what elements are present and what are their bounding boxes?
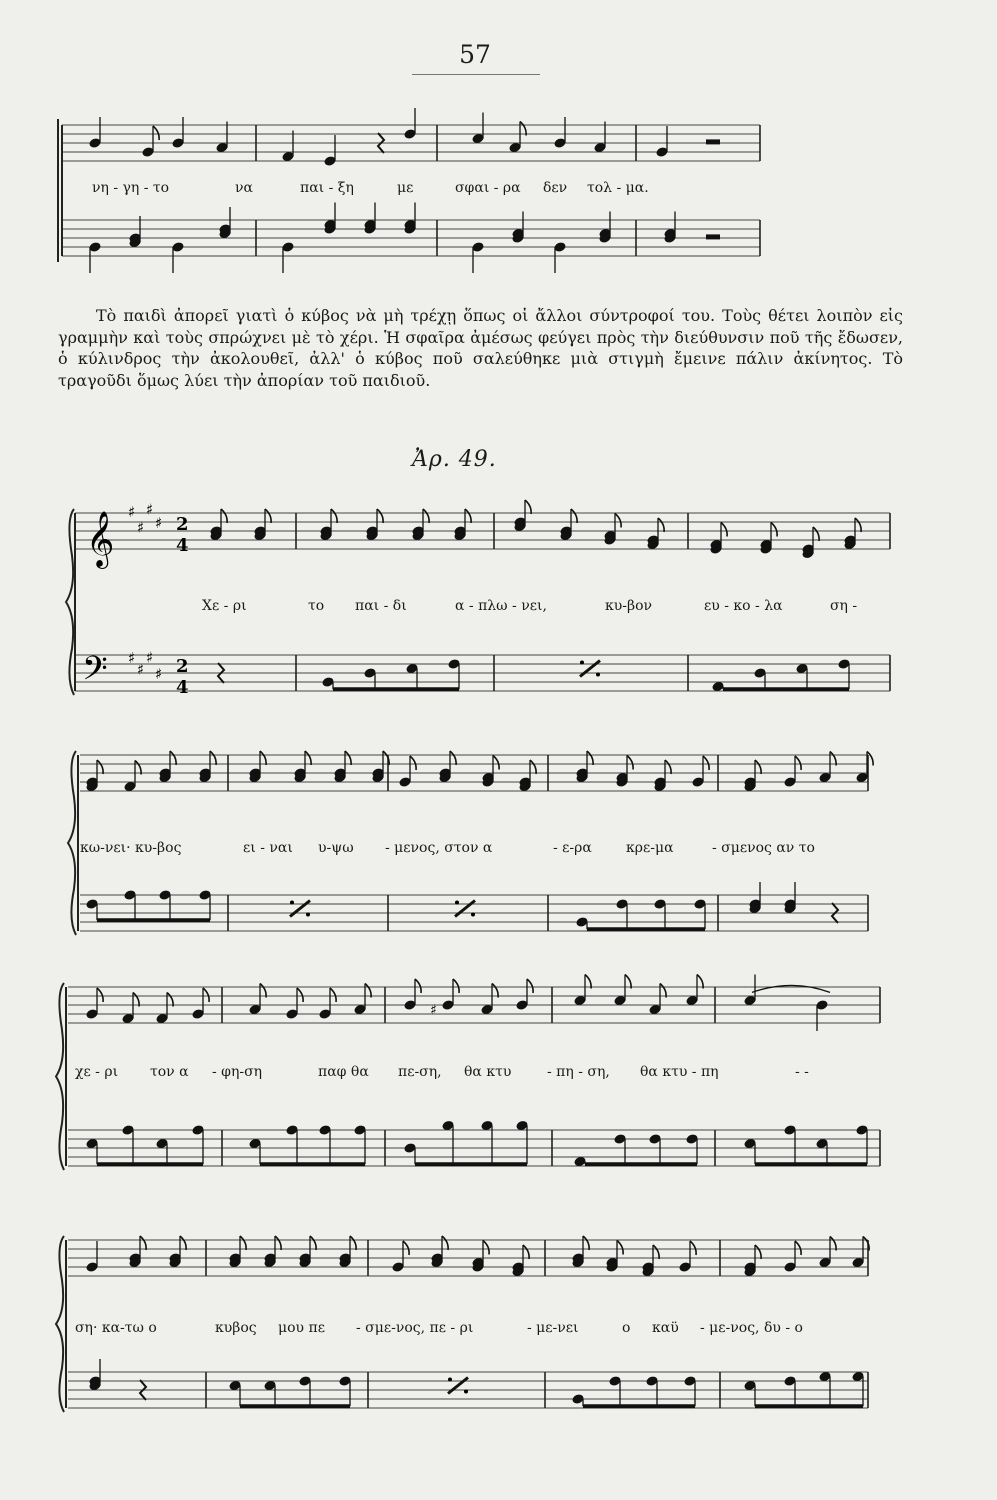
note-flag: [210, 751, 216, 765]
note-flag: [221, 509, 227, 523]
note-flag: [170, 751, 176, 765]
lyric: χε - ρι: [75, 1064, 119, 1080]
note-flag: [625, 975, 631, 989]
half-rest: [706, 139, 720, 144]
note-flag: [410, 756, 416, 770]
note-flag: [415, 979, 421, 993]
song-number: Ἀρ. 49.: [412, 447, 497, 472]
note-flag: [795, 756, 801, 770]
lyric: σφαι - ρα: [455, 180, 521, 196]
lyric: κω-νει· κυ-βος: [80, 840, 182, 856]
bass-clef-icon: 𝄢: [82, 650, 108, 696]
note-flag: [830, 1237, 836, 1251]
lyric: κρε-μα: [626, 840, 674, 856]
lyric: νη - γη - το: [92, 180, 170, 196]
system-brace: [68, 751, 76, 935]
sharp-sign: ♯: [146, 648, 154, 667]
lyric: - πη - ση,: [547, 1064, 610, 1080]
note-flag: [493, 756, 499, 770]
measure-repeat-dot: [596, 673, 600, 677]
note-flag: [442, 1236, 448, 1250]
lyric: ο: [622, 1320, 631, 1336]
lyric: - με-νος, δυ - ο: [700, 1320, 803, 1336]
sharp-sign: ♯: [155, 665, 163, 683]
note-flag: [855, 518, 861, 532]
lyric: Χε - ρι: [202, 598, 247, 614]
lyric: να: [235, 180, 253, 196]
half-rest: [706, 234, 720, 239]
note-flag: [203, 988, 209, 1002]
note-flag: [275, 1236, 281, 1250]
note-flag: [153, 126, 159, 140]
sharp-sign: ♯: [430, 1002, 437, 1019]
note-flag: [617, 1241, 623, 1255]
note-flag: [658, 518, 664, 532]
sharp-sign: ♯: [128, 649, 136, 667]
note-flag: [423, 509, 429, 523]
lyric: - φη-ση: [212, 1064, 263, 1080]
note-flag: [133, 993, 139, 1007]
note-flag: [450, 751, 456, 765]
note-flag: [305, 751, 311, 765]
note-flag: [377, 509, 383, 523]
note-flag: [483, 1241, 489, 1255]
lyric: παφ θα: [318, 1064, 369, 1080]
tie: [752, 985, 830, 992]
measure-repeat-dot: [580, 661, 584, 665]
time-signature-lower: 4: [176, 677, 189, 698]
sharp-sign: ♯: [137, 518, 145, 537]
prose-paragraph: [58, 305, 903, 391]
note-flag: [795, 1241, 801, 1255]
note-flag: [530, 760, 536, 774]
lyric: μου πε: [278, 1320, 325, 1336]
system-brace: [66, 509, 74, 695]
lyric: - -: [795, 1064, 809, 1080]
note-flag: [350, 1236, 356, 1250]
note-flag: [265, 509, 271, 523]
lyric: θα κτυ: [464, 1064, 512, 1080]
note-flag: [240, 1236, 246, 1250]
note-flag: [697, 975, 703, 989]
time-signature-lower: 4: [176, 535, 189, 556]
lyric: με: [397, 180, 414, 196]
lyric: κυβος: [215, 1320, 257, 1336]
sharp-sign: ♯: [155, 514, 163, 532]
lyric: - σμε-νος, πε - ρι: [356, 1320, 474, 1336]
note-flag: [140, 1236, 146, 1250]
lyric: ση -: [830, 598, 858, 614]
lyric: τον α: [150, 1064, 189, 1080]
measure-repeat-dot: [471, 913, 475, 917]
note-flag: [571, 509, 577, 523]
note-flag: [260, 751, 266, 765]
lyric: καϋ: [652, 1320, 679, 1336]
treble-clef-icon: 𝄞: [86, 511, 115, 567]
lyric: - σμενος αν το: [712, 840, 815, 856]
lyric: παι - ξη: [300, 180, 354, 196]
note-flag: [523, 1245, 529, 1259]
lyric: - με-νει: [527, 1320, 579, 1336]
lyric: υ-ψω: [318, 840, 354, 856]
lyric: παι - δι: [355, 598, 407, 614]
lyric: - μενος, στον α: [385, 840, 493, 856]
note-flag: [585, 975, 591, 989]
measure-repeat-dot: [455, 901, 459, 905]
measure-repeat-dot: [464, 1390, 468, 1394]
note-flag: [297, 988, 303, 1002]
system-brace: [56, 1236, 64, 1412]
note-flag: [97, 988, 103, 1002]
note-flag: [403, 1241, 409, 1255]
note-flag: [135, 761, 141, 775]
lyric: α - πλω - νει,: [455, 598, 547, 614]
note-flag: [492, 984, 498, 998]
note-flag: [453, 979, 459, 993]
note-flag: [365, 984, 371, 998]
lyric: κυ-βον: [605, 598, 653, 614]
note-flag: [331, 509, 337, 523]
measure-repeat-dot: [306, 913, 310, 917]
note-flag: [167, 993, 173, 1007]
lyric: το: [308, 598, 325, 614]
note-flag: [653, 1245, 659, 1259]
lyric: ευ - κο - λα: [704, 598, 783, 614]
note-flag: [180, 1236, 186, 1250]
note-flag: [260, 984, 266, 998]
note-flag: [615, 514, 621, 528]
note-flag: [527, 979, 533, 993]
system-brace: [56, 983, 64, 1170]
note-flag: [97, 760, 103, 774]
note-flag: [465, 509, 471, 523]
note-flag: [755, 1245, 761, 1259]
note-flag: [330, 988, 336, 1002]
prose-text: Τὸ παιδὶ ἀπορεῖ γιατὶ ὁ κύβος νὰ μὴ τρέχῃ ὅπως οἱ ἄλλοι σύντροφοί του. Τοὺς θέτει λοιπὸν εἰς γραμμὴν καὶ τοὺς σπρώχνει μὲ τὸ χέρι. Ἡ σφαῖρα ἀμέσως φεύγει πρὸς τὴν διεύθυνσιν ποῦ τῆς ἔδωσεν, ὁ κύλινδρος τὴν ἀκολουθεῖ, ἀλλ' ὁ κύβος ποῦ σαλεύθηκε μιὰ στιγμὴ ἔμεινε πάλιν ἀκίνητος. Τὸ τραγοῦδι ὅμως λύει τὴν ἀπορίαν τοῦ παιδιοῦ.: [58, 306, 903, 390]
measure-repeat-dot: [448, 1378, 452, 1382]
note-flag: [587, 751, 593, 765]
lyric: θα κτυ - πη: [640, 1064, 719, 1080]
note-flag: [690, 1241, 696, 1255]
sharp-sign: ♯: [146, 500, 154, 519]
note-flag: [520, 122, 526, 136]
sharp-sign: ♯: [137, 660, 145, 679]
note-flag: [830, 752, 836, 766]
note-flag: [310, 1236, 316, 1250]
note-flag: [703, 756, 709, 770]
lyric: πε-ση,: [398, 1064, 442, 1080]
lyric: δεν: [543, 180, 568, 196]
note-flag: [813, 527, 819, 541]
note-flag: [665, 760, 671, 774]
page-number: 57: [459, 40, 491, 69]
note-flag: [627, 756, 633, 770]
lyric: ει - ναι: [243, 840, 293, 856]
time-signature-upper: 2: [176, 514, 189, 535]
note-flag: [755, 760, 761, 774]
time-signature-upper: 2: [176, 656, 189, 677]
sharp-sign: ♯: [128, 503, 136, 521]
measure-repeat-dot: [290, 901, 294, 905]
lyric: ση· κα-τω ο: [75, 1320, 157, 1336]
lyric: τολ - μα.: [587, 180, 649, 196]
lyric: - ε-ρα: [553, 840, 592, 856]
note-flag: [660, 984, 666, 998]
note-flag: [583, 1236, 589, 1250]
note-flag: [345, 751, 351, 765]
note-flag: [721, 523, 727, 537]
note-flag: [771, 523, 777, 537]
note-flag: [525, 500, 531, 514]
